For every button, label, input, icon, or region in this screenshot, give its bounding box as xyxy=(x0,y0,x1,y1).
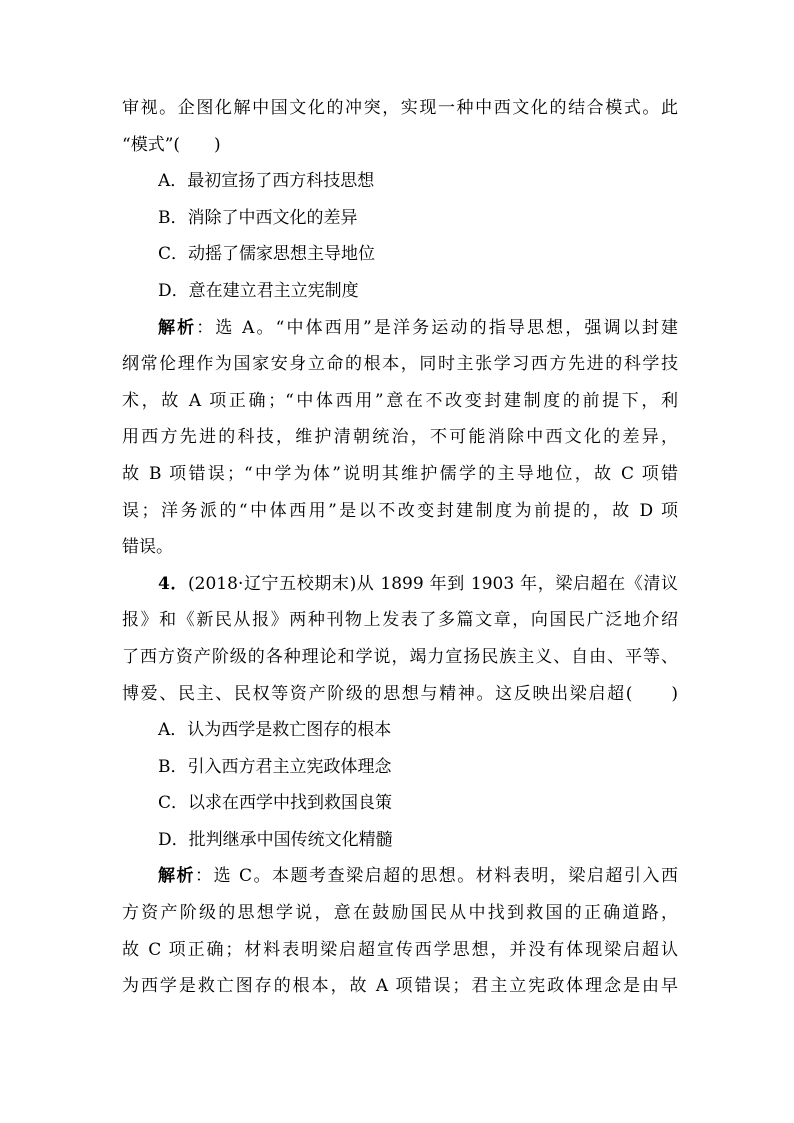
q3-analysis-text-1: ：选 A。“中体西用”是洋务运动的指导思想，强调以封建 xyxy=(196,317,678,338)
q3-stem-line-1: 审视。企图化解中国文化的冲突，实现一种中西文化的结合模式。此 xyxy=(122,98,678,118)
q3-analysis-line-7: 错误。 xyxy=(122,537,173,558)
q4-analysis-line-3: 故 C 项正确；材料表明梁启超宣传西学思想，并没有体现梁启超认 xyxy=(122,939,678,960)
q4-option-d: D．批判继承中国传统文化精髓 xyxy=(158,829,393,850)
q3-analysis-line-5: 故 B 项错误；“中学为体”说明其维护儒学的主导地位，故 C 项错 xyxy=(122,463,678,484)
q3-analysis-line-6: 误；洋务派的“中体西用”是以不改变封建制度为前提的，故 D 项 xyxy=(122,500,678,521)
q4-analysis-line-2: 方资产阶级的思想学说，意在鼓励国民从中找到救国的正确道路， xyxy=(122,903,678,924)
q4-stem-line-1 xyxy=(122,566,678,603)
q3-option-c: C．动摇了儒家思想主导地位 xyxy=(158,244,376,265)
document-page xyxy=(122,90,678,1005)
q4-stem-line-3: 了西方资产阶级的各种理论和学说，竭力宣扬民族主义、自由、平等、 xyxy=(122,646,678,667)
q4-option-c: C．以求在西学中找到救国良策 xyxy=(158,793,393,814)
q3-option-b: B．消除了中西文化的差异 xyxy=(158,207,358,228)
q4-stem-text-1: (2018·辽宁五校期末)从 1899 年到 1903 年，梁启超在《清议 xyxy=(188,573,678,594)
q3-stem-line-2: “模式”( ) xyxy=(122,134,221,155)
q3-analysis-line-3: 术，故 A 项正确；“中体西用”意在不改变封建制度的前提下，利 xyxy=(122,390,678,411)
q4-analysis-label: 解析 xyxy=(158,866,196,887)
q4-option-b: B．引入西方君主立宪政体理念 xyxy=(158,756,392,777)
q4-stem-line-4: 博爱、民主、民权等资产阶级的思想与精神。这反映出梁启超( ) xyxy=(122,683,678,704)
q3-analysis-label: 解析 xyxy=(158,317,197,338)
q3-analysis-line-1 xyxy=(122,310,678,347)
q4-analysis-text-1: ：选 C。本题考查梁启超的思想。材料表明，梁启超引入西 xyxy=(195,866,678,887)
q3-analysis-line-4: 用西方先进的科技，维护清朝统治，不可能消除中西文化的差异， xyxy=(122,427,678,448)
q4-number: 4． xyxy=(158,573,189,594)
q4-analysis-line-4: 为西学是救亡图存的根本，故 A 项错误；君主立宪政体理念是由早 xyxy=(122,976,678,997)
q3-analysis-line-2: 纲常伦理作为国家安身立命的根本，同时主张学习西方先进的科学技 xyxy=(122,354,678,375)
q3-option-d: D．意在建立君主立宪制度 xyxy=(158,280,359,301)
q4-stem-line-2: 报》和《新民从报》两种刊物上发表了多篇文章，向国民广泛地介绍 xyxy=(122,610,678,631)
q4-analysis-line-1 xyxy=(122,858,678,895)
q3-option-a: A．最初宣扬了西方科技思想 xyxy=(158,171,375,192)
q4-option-a: A．认为西学是救亡图存的根本 xyxy=(158,720,392,741)
